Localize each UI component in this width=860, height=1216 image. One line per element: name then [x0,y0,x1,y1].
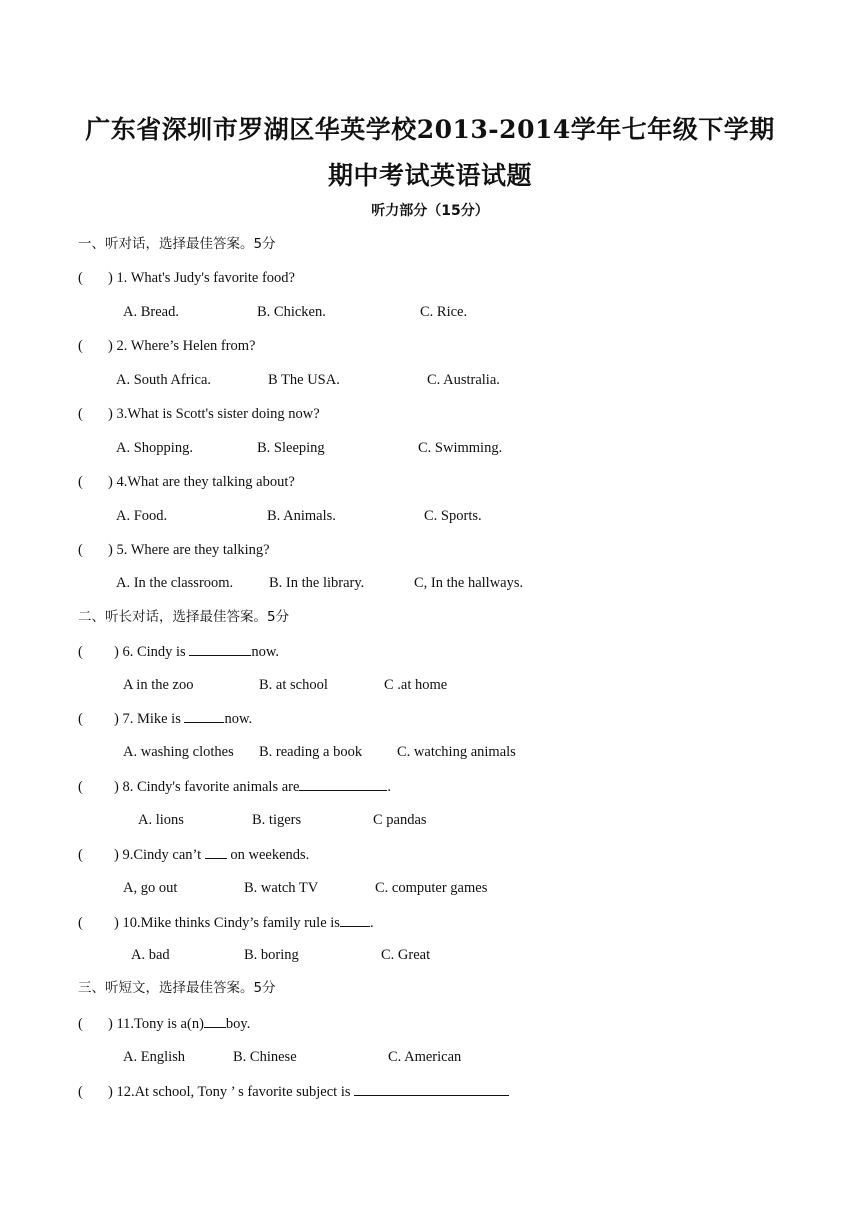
question-10: ( ) 10.Mike thinks Cindy’s family rule is . [78,912,374,933]
answer-blank[interactable] [340,912,370,927]
q10-option-b: B. boring [244,947,299,963]
q1-option-b: B. Chicken. [257,304,326,320]
answer-blank[interactable] [184,708,224,723]
q1-option-a: A. Bread. [123,304,179,320]
question-6: ( ) 6. Cindy is now. [78,641,279,662]
question-5: ( ) 5. Where are they talking? [78,542,270,558]
q7-option-a: A. washing clothes [123,744,234,760]
exam-title-line2: 期中考试英语试题 [327,161,532,190]
q11-option-b: B. Chinese [233,1049,297,1065]
q8-option-a: A. lions [138,812,184,828]
q4-option-a: A. Food. [116,508,168,524]
q7-option-c: C. watching animals [397,744,516,760]
answer-blank[interactable] [299,776,387,791]
section-1-heading: 一、听对话，选择最佳答案。5分 [78,236,276,252]
listening-subtitle: 听力部分（15分） [371,203,489,219]
q8-option-c: C pandas [373,812,427,828]
q4-option-b: B. Animals. [267,508,336,524]
answer-blank[interactable] [205,844,227,859]
question-7: ( ) 7. Mike is now. [78,708,252,729]
answer-blank[interactable] [189,641,251,656]
q11-option-c: C. American [388,1049,462,1065]
q1-option-c: C. Rice. [420,304,468,320]
q5-option-c: C, In the hallways. [414,575,524,591]
q3-option-b: B. Sleeping [257,440,325,456]
q8-option-b: B. tigers [252,812,302,828]
q4-option-c: C. Sports. [424,508,482,524]
q3-option-c: C. Swimming. [418,440,503,456]
q2-option-b: B The USA. [268,372,340,388]
q7-option-b: B. reading a book [259,744,363,760]
q9-option-c: C. computer games [375,880,488,896]
q11-option-a: A. English [123,1049,186,1065]
question-11: ( ) 11.Tony is a(n) boy. [78,1013,250,1034]
question-1: ( ) 1. What's Judy's favorite food? [78,270,295,286]
question-4: ( ) 4.What are they talking about? [78,474,295,490]
q2-option-a: A. South Africa. [116,372,212,388]
q10-option-c: C. Great [381,947,431,963]
q9-option-b: B. watch TV [244,880,319,896]
section-2-heading: 二、听长对话，选择最佳答案。5分 [78,609,290,625]
exam-title-line1: 广东省深圳市罗湖区华英学校2013-2014学年七年级下学期 [85,115,775,144]
q6-option-a: A in the zoo [123,677,194,693]
answer-blank[interactable] [354,1081,509,1096]
question-2: ( ) 2. Where’s Helen from? [78,338,256,354]
section-3-heading: 三、听短文，选择最佳答案。5分 [78,980,276,996]
q6-option-c: C .at home [384,677,448,693]
q6-option-b: B. at school [259,677,328,693]
question-9: ( ) 9.Cindy can’t on weekends. [78,844,309,865]
q5-option-b: B. In the library. [269,575,365,591]
question-3: ( ) 3.What is Scott's sister doing now? [78,406,320,422]
q10-option-a: A. bad [131,947,170,963]
question-8: ( ) 8. Cindy's favorite animals are . [78,776,391,797]
q5-option-a: A. In the classroom. [116,575,234,591]
q9-option-a: A, go out [123,880,178,896]
q2-option-c: C. Australia. [427,372,500,388]
answer-blank[interactable] [204,1013,226,1028]
question-12: ( ) 12.At school, Tony ’ s favorite subject is [78,1081,509,1102]
q3-option-a: A. Shopping. [116,440,193,456]
